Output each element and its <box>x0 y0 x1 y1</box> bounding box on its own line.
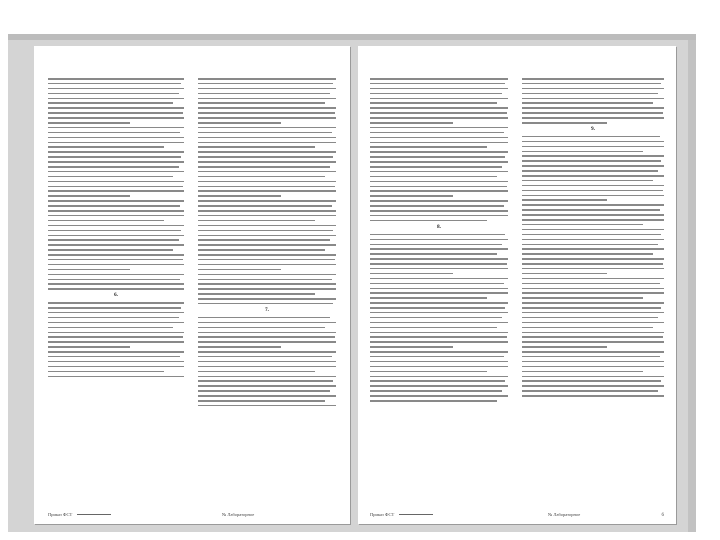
text-line <box>370 102 497 104</box>
text-line <box>370 346 453 348</box>
text-line <box>522 239 664 241</box>
text-line <box>370 312 508 314</box>
left-col-b <box>198 78 336 502</box>
text-line <box>198 142 336 144</box>
text-line <box>370 385 508 387</box>
text-line <box>198 400 325 402</box>
text-line <box>198 107 336 109</box>
text-line <box>522 366 664 368</box>
text-line <box>198 146 315 148</box>
text-line <box>198 166 330 168</box>
text-line <box>370 239 508 241</box>
section-heading: 7. <box>265 307 269 313</box>
text-line <box>370 93 502 95</box>
text-line <box>198 181 336 183</box>
text-line <box>198 264 336 266</box>
text-line <box>48 259 183 261</box>
text-line <box>522 356 660 358</box>
text-line <box>48 249 173 251</box>
text-line <box>198 274 336 276</box>
text-line <box>370 400 497 402</box>
text-line <box>198 88 336 90</box>
text-line <box>522 395 664 397</box>
text-line <box>522 336 663 338</box>
text-line <box>522 278 664 280</box>
text-line <box>48 254 184 256</box>
text-line <box>522 136 660 138</box>
text-line <box>48 332 184 334</box>
text-line <box>48 137 184 139</box>
footer-left <box>48 512 115 517</box>
footer-right-text: № Лабораторное <box>548 512 581 517</box>
text-line <box>48 93 179 95</box>
footer-right-text: № Лабораторное <box>222 512 255 517</box>
text-line <box>522 117 664 119</box>
text-line <box>48 220 164 222</box>
text-line <box>48 274 184 276</box>
text-line <box>522 195 664 197</box>
text-line <box>370 127 508 129</box>
section-heading: 8. <box>437 224 441 230</box>
page-left <box>34 46 350 524</box>
text-line <box>48 200 184 202</box>
text-line <box>370 88 508 90</box>
text-line <box>522 288 664 290</box>
text-line <box>522 141 664 143</box>
text-line <box>370 356 504 358</box>
text-line <box>198 78 336 80</box>
text-line <box>522 390 658 392</box>
text-line <box>198 395 336 397</box>
text-line <box>370 244 502 246</box>
page-right <box>358 46 676 524</box>
footer-left-text: Приказ ФСТ <box>48 512 73 517</box>
text-line <box>522 258 664 260</box>
text-line <box>522 351 664 353</box>
text-line <box>370 390 502 392</box>
left-col-a <box>48 78 184 502</box>
document-viewer[interactable] <box>8 40 696 532</box>
section-heading: 6. <box>114 293 118 299</box>
text-line <box>370 83 505 85</box>
text-line <box>198 93 330 95</box>
text-line <box>48 351 184 353</box>
text-line <box>48 88 184 90</box>
text-line <box>370 307 505 309</box>
text-line <box>522 165 664 167</box>
text-line <box>522 112 663 114</box>
text-line <box>370 122 453 124</box>
text-line <box>198 390 330 392</box>
text-line <box>370 258 508 260</box>
text-line <box>370 317 502 319</box>
text-line <box>522 78 664 80</box>
text-line <box>522 170 658 172</box>
text-line <box>198 336 335 338</box>
text-line <box>370 366 508 368</box>
text-line <box>522 209 660 211</box>
text-line <box>48 302 184 304</box>
text-line <box>522 361 664 363</box>
text-line <box>198 220 315 222</box>
text-line <box>370 234 505 236</box>
text-line <box>522 248 664 250</box>
text-line <box>48 283 184 285</box>
text-line <box>522 307 661 309</box>
text-line <box>522 380 661 382</box>
text-line <box>370 341 508 343</box>
text-line <box>198 161 336 163</box>
text-line <box>522 268 664 270</box>
text-line <box>370 210 508 212</box>
text-line <box>522 292 664 294</box>
text-line <box>522 253 653 255</box>
text-line <box>370 132 504 134</box>
text-line <box>370 302 508 304</box>
text-line <box>522 88 664 90</box>
text-line <box>370 78 508 80</box>
text-line <box>48 176 173 178</box>
text-line <box>522 199 607 201</box>
text-line <box>370 181 508 183</box>
text-line <box>370 98 508 100</box>
text-line <box>370 186 507 188</box>
text-line <box>48 127 184 129</box>
text-line <box>522 371 643 373</box>
text-line <box>48 98 184 100</box>
text-line <box>48 166 179 168</box>
text-line <box>370 137 508 139</box>
text-line <box>370 161 508 163</box>
text-line <box>198 186 335 188</box>
text-line <box>522 341 664 343</box>
text-line <box>198 380 333 382</box>
text-line <box>48 171 184 173</box>
text-line <box>48 146 164 148</box>
text-line <box>370 112 507 114</box>
text-line <box>48 244 184 246</box>
text-line <box>522 107 664 109</box>
text-line <box>48 205 180 207</box>
footer-right <box>548 512 580 517</box>
text-line <box>522 155 664 157</box>
text-line <box>370 142 508 144</box>
text-line <box>48 361 184 363</box>
text-line <box>198 346 281 348</box>
text-line <box>522 346 607 348</box>
text-line <box>522 160 661 162</box>
text-line <box>370 117 508 119</box>
text-line <box>198 259 335 261</box>
text-line <box>522 385 664 387</box>
text-line <box>48 312 184 314</box>
footer-left-text: Приказ ФСТ <box>370 512 395 517</box>
text-line <box>198 351 336 353</box>
text-line <box>370 283 504 285</box>
text-line <box>522 98 664 100</box>
text-line <box>198 117 336 119</box>
text-line <box>48 122 130 124</box>
text-line <box>198 151 336 153</box>
text-line <box>370 253 497 255</box>
text-line <box>198 254 336 256</box>
text-line <box>48 230 181 232</box>
text-line <box>370 278 508 280</box>
text-line <box>370 376 508 378</box>
text-line <box>522 317 658 319</box>
text-line <box>48 156 181 158</box>
footer-left-rule <box>77 514 111 515</box>
page-number: 6 <box>661 513 664 518</box>
text-line <box>198 385 336 387</box>
text-line <box>522 146 664 148</box>
text-line <box>198 102 325 104</box>
text-line <box>198 376 336 378</box>
text-line <box>522 229 664 231</box>
text-line <box>48 239 179 241</box>
text-line <box>198 98 336 100</box>
text-line <box>198 137 336 139</box>
text-line <box>370 380 505 382</box>
text-line <box>198 112 335 114</box>
text-line <box>370 292 508 294</box>
text-line <box>370 220 487 222</box>
text-line <box>370 336 507 338</box>
text-line <box>522 234 661 236</box>
text-line <box>370 200 508 202</box>
text-line <box>522 102 653 104</box>
text-line <box>198 156 333 158</box>
text-line <box>198 171 336 173</box>
text-line <box>522 204 664 206</box>
text-line <box>48 190 184 192</box>
text-line <box>370 297 487 299</box>
text-line <box>198 322 336 324</box>
text-line <box>370 215 508 217</box>
text-line <box>48 107 184 109</box>
text-line <box>48 181 184 183</box>
text-line <box>48 142 184 144</box>
text-line <box>48 83 181 85</box>
text-line <box>370 351 508 353</box>
text-line <box>370 268 508 270</box>
text-line <box>370 395 508 397</box>
text-line <box>522 312 664 314</box>
footer-left <box>370 512 437 517</box>
text-line <box>370 190 508 192</box>
text-line <box>522 185 664 187</box>
text-line <box>48 117 184 119</box>
text-line <box>198 371 315 373</box>
text-line <box>198 244 336 246</box>
text-line <box>370 371 487 373</box>
text-line <box>48 336 183 338</box>
text-line <box>48 279 180 281</box>
text-line <box>198 83 333 85</box>
text-line <box>198 176 325 178</box>
text-line <box>198 269 281 271</box>
text-line <box>522 180 653 182</box>
text-line <box>522 297 643 299</box>
text-line <box>48 132 180 134</box>
text-line <box>48 151 184 153</box>
text-line <box>198 361 336 363</box>
text-line <box>198 230 333 232</box>
text-line <box>522 302 664 304</box>
text-line <box>48 327 173 329</box>
text-line <box>198 239 330 241</box>
text-line <box>48 317 179 319</box>
text-line <box>198 332 336 334</box>
text-line <box>370 171 508 173</box>
text-line <box>48 376 184 378</box>
text-line <box>48 161 184 163</box>
text-line <box>522 214 664 216</box>
text-line <box>48 215 184 217</box>
text-line <box>522 244 658 246</box>
text-line <box>370 288 508 290</box>
vertical-scrollbar[interactable] <box>688 40 696 532</box>
text-line <box>198 249 325 251</box>
text-line <box>370 151 508 153</box>
text-line <box>48 356 180 358</box>
text-line <box>48 269 130 271</box>
text-line <box>48 112 183 114</box>
text-line <box>48 235 184 237</box>
text-line <box>522 83 661 85</box>
text-line <box>48 371 164 373</box>
text-line <box>198 327 325 329</box>
text-line <box>48 322 184 324</box>
text-line <box>198 210 336 212</box>
text-line <box>522 219 664 221</box>
text-line <box>370 332 508 334</box>
text-line <box>198 283 336 285</box>
text-line <box>522 327 653 329</box>
text-line <box>198 225 336 227</box>
right-col-a <box>370 78 508 502</box>
text-line <box>522 283 660 285</box>
text-line <box>370 361 508 363</box>
text-line <box>370 146 487 148</box>
text-line <box>370 156 505 158</box>
text-line <box>522 322 664 324</box>
text-line <box>522 332 664 334</box>
section-heading: 9. <box>591 126 595 132</box>
text-line <box>198 366 336 368</box>
text-line <box>370 248 508 250</box>
text-line <box>198 279 332 281</box>
text-line <box>198 356 332 358</box>
text-line <box>48 288 184 290</box>
text-line <box>370 195 453 197</box>
text-line <box>522 376 664 378</box>
text-line <box>198 200 336 202</box>
text-line <box>48 341 184 343</box>
text-line <box>198 405 336 407</box>
text-line <box>48 366 184 368</box>
footer-right <box>222 512 254 517</box>
footer-left-rule <box>399 514 433 515</box>
text-line <box>198 235 336 237</box>
text-line <box>198 195 281 197</box>
text-line <box>198 288 336 290</box>
text-line <box>522 263 663 265</box>
text-line <box>370 322 508 324</box>
text-line <box>370 176 497 178</box>
text-line <box>522 151 643 153</box>
text-line <box>198 190 336 192</box>
text-line <box>48 346 130 348</box>
text-line <box>48 210 184 212</box>
right-col-b <box>522 78 664 502</box>
text-line <box>370 166 502 168</box>
text-line <box>48 186 183 188</box>
text-line <box>198 293 315 295</box>
text-line <box>198 122 281 124</box>
text-line <box>198 303 333 305</box>
text-line <box>522 273 607 275</box>
text-line <box>198 341 336 343</box>
text-line <box>48 225 184 227</box>
text-line <box>48 195 130 197</box>
text-line <box>198 298 336 300</box>
text-line <box>198 215 336 217</box>
text-line <box>370 107 508 109</box>
text-line <box>370 205 504 207</box>
text-line <box>48 307 181 309</box>
text-line <box>48 264 184 266</box>
text-line <box>198 317 330 319</box>
text-line <box>198 127 336 129</box>
text-line <box>370 327 497 329</box>
text-line <box>198 205 332 207</box>
text-line <box>522 122 607 124</box>
text-line <box>522 190 663 192</box>
text-line <box>48 102 173 104</box>
text-line <box>522 224 643 226</box>
text-line <box>522 93 658 95</box>
text-line <box>370 273 453 275</box>
text-line <box>370 263 507 265</box>
text-line <box>198 132 332 134</box>
text-line <box>48 78 184 80</box>
text-line <box>522 175 664 177</box>
